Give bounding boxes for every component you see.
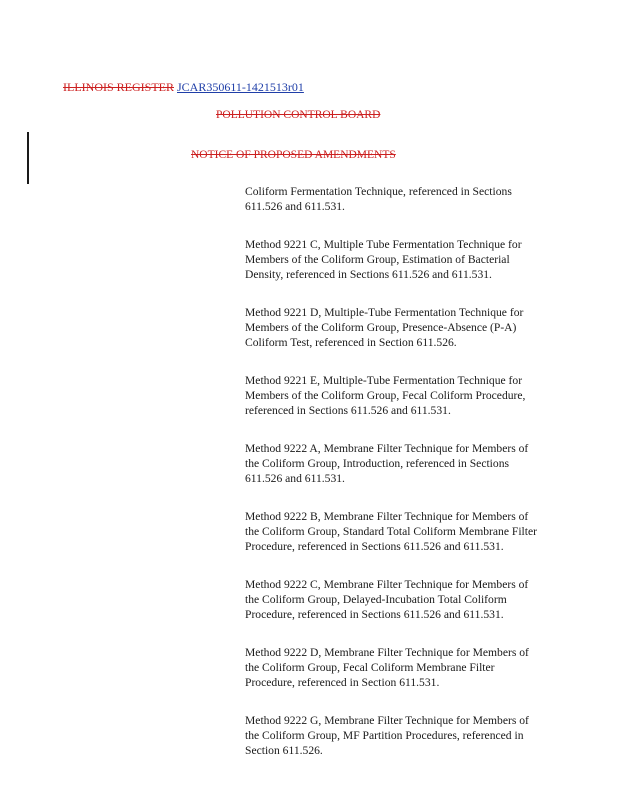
list-item: Method 9222 B, Membrane Filter Technique for Members of the Coliform Group, Standard Total Coliform Membrane Filter Procedure, referenced in Sections 611.526 and 611.531.	[245, 510, 537, 553]
list-item: Method 9221 E, Multiple-Tube Fermentation Technique for Members of the Coliform Group, Fecal Coliform Procedure, referenced in Sections 611.526 and 611.531.	[245, 374, 526, 417]
list-item: Method 9221 C, Multiple Tube Fermentation Technique for Members of the Coliform Group, Estimation of Bacterial Density, referenced in Sections 611.526 and 611.531.	[245, 238, 522, 281]
list-item: Method 9222 A, Membrane Filter Technique for Members of the Coliform Group, Introduction, referenced in Sections 611.526 and 611.531.	[245, 442, 529, 485]
board-title: POLLUTION CONTROL BOARD	[216, 109, 381, 121]
notice-title: NOTICE OF PROPOSED AMENDMENTS	[191, 149, 396, 161]
list-item: Method 9222 C, Membrane Filter Technique for Members of the Coliform Group, Delayed-Incubation Total Coliform Procedure, referenced in Sections 611.526 and 611.531.	[245, 578, 529, 621]
method-list	[245, 184, 545, 781]
register-label: ILLINOIS REGISTER	[63, 80, 174, 94]
list-item: Method 9222 G, Membrane Filter Technique for Members of the Coliform Group, MF Partition Procedures, referenced in Section 611.526.	[245, 714, 529, 757]
register-header	[63, 80, 304, 95]
list-item: Method 9221 D, Multiple-Tube Fermentation Technique for Members of the Coliform Group, Presence-Absence (P-A) Coliform Test, referenced in Section 611.526.	[245, 306, 524, 349]
list-item: Method 9222 D, Membrane Filter Technique for Members of the Coliform Group, Fecal Coliform Membrane Filter Procedure, referenced in Section 611.531.	[245, 646, 529, 689]
jcar-code: JCAR350611-1421513r01	[177, 80, 304, 94]
change-bar	[27, 132, 29, 184]
list-item: Coliform Fermentation Technique, referenced in Sections 611.526 and 611.531.	[245, 185, 512, 213]
